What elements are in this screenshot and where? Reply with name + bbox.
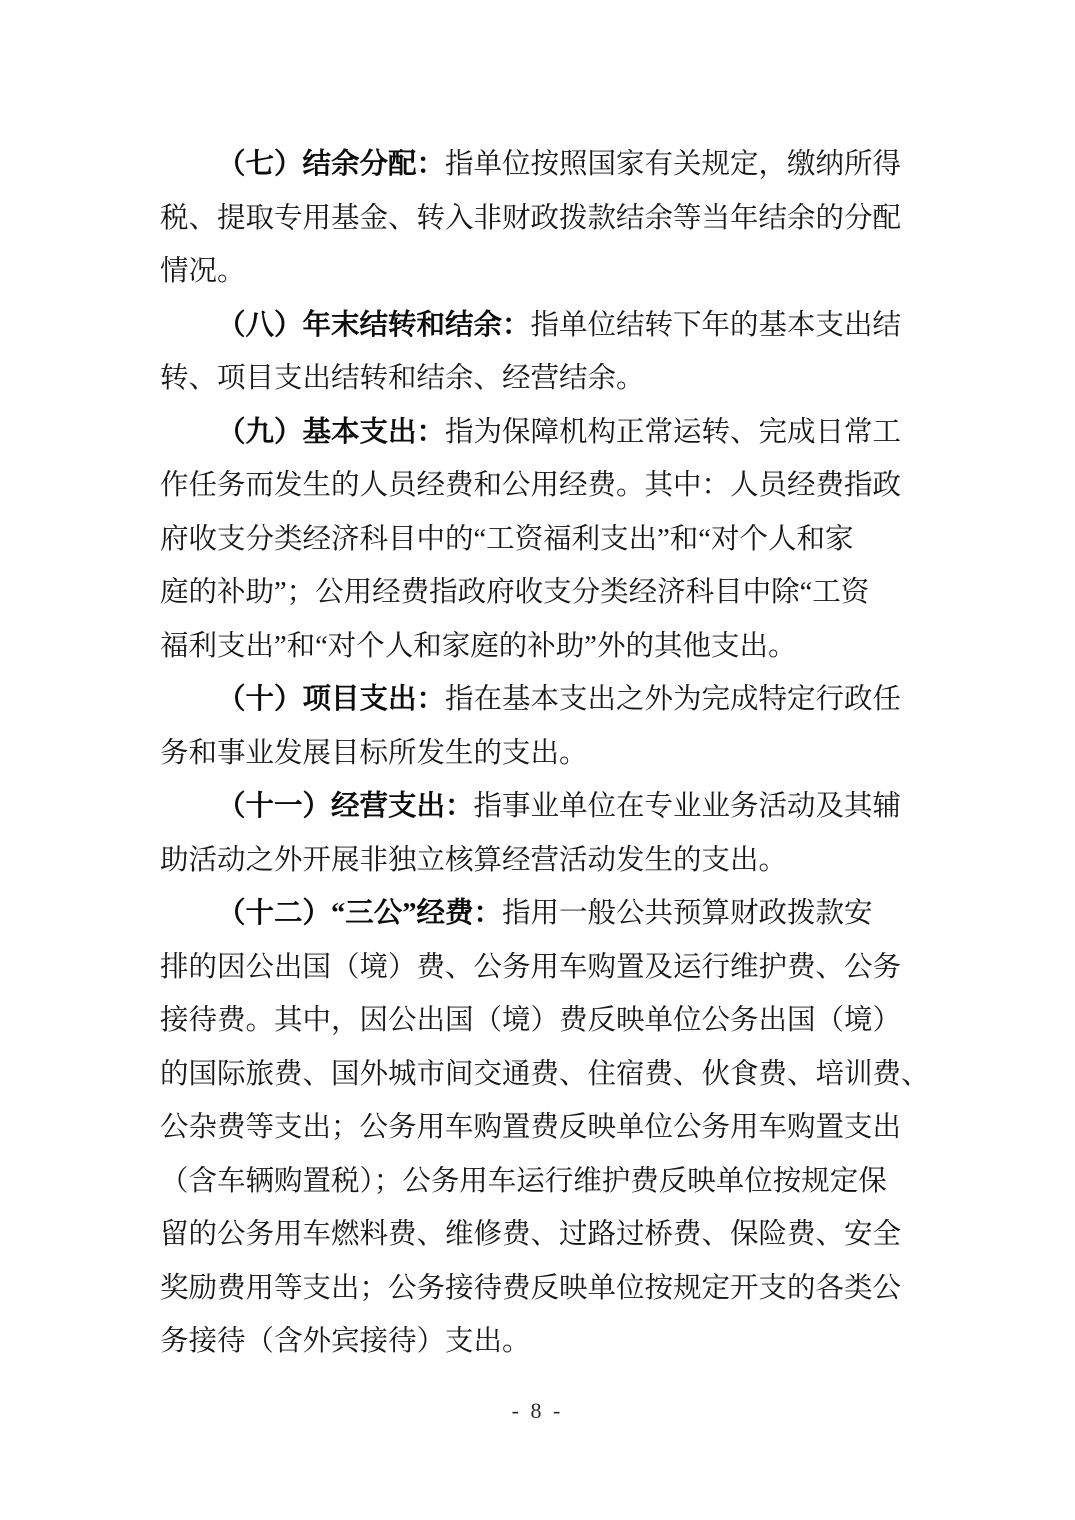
page-number: - 8 -: [511, 1398, 564, 1423]
text-line: 税、提取专用基金、转入非财政拨款结余等当年结余的分配: [160, 202, 902, 234]
text-line: 排的因公出国（境）费、公务用车购置及运行维护费、公务: [160, 951, 902, 983]
text-line: 福利支出”和“对个人和家庭的补助”外的其他支出。: [160, 630, 797, 662]
text-line: [160, 406, 902, 460]
paragraph-lead-text: 指单位按照国家有关规定，缴纳所得: [445, 149, 902, 180]
paragraph-heading: （七）结余分配：: [217, 149, 446, 180]
text-line: 务和事业发展目标所发生的支出。: [160, 737, 588, 769]
paragraph-lead-text: 指在基本支出之外为完成特定行政任: [445, 684, 902, 715]
paragraph: [160, 138, 902, 299]
text-line: 庭的补助”；公用经费指政府收支分类经济科目中除“工资: [160, 577, 870, 608]
text-line: 务接待（含外宾接待）支出。: [160, 1326, 531, 1357]
paragraph-lead-text: 指用一般公共预算财政拨款安: [502, 898, 873, 929]
paragraph: [160, 673, 902, 780]
paragraph: [160, 299, 902, 406]
text-line: 奖励费用等支出；公务接待费反映单位按规定开支的各类公: [160, 1272, 902, 1304]
paragraph-heading: （八）年末结转和结余：: [217, 309, 531, 341]
text-line: 公杂费等支出；公务用车购置费反映单位公务用车购置支出: [160, 1112, 902, 1143]
paragraph-heading: （十二）“三公”经费：: [217, 898, 503, 929]
text-line: （含车辆购置税）；公务用车运行维护费反映单位按规定保: [160, 1165, 887, 1197]
paragraph-lead-text: 指单位结转下年的基本支出结: [530, 309, 902, 341]
text-line: 情况。: [160, 256, 246, 287]
paragraph: [160, 780, 902, 887]
paragraph-lead-text: 指事业单位在专业业务活动及其辅: [473, 791, 902, 822]
text-line: [160, 673, 902, 727]
document-body: [160, 138, 930, 1369]
text-line: 助活动之外开展非独立核算经营活动发生的支出。: [160, 844, 788, 876]
text-line: 接待费。其中，因公出国（境）费反映单位公务出国（境）: [160, 1005, 902, 1036]
text-line: 作任务而发生的人员经费和公用经费。其中：人员经费指政: [160, 470, 902, 501]
paragraph-heading: （十）项目支出：: [217, 684, 446, 715]
text-line: 府收支分类经济科目中的“工资福利支出”和“对个人和家: [160, 523, 854, 555]
paragraph-heading: （十一）经营支出：: [217, 791, 474, 822]
paragraph: [160, 406, 902, 674]
paragraph-lead-text: 指为保障机构正常运转、完成日常工: [445, 416, 902, 448]
text-line: 留的公务用车燃料费、维修费、过路过桥费、保险费、安全: [160, 1219, 902, 1250]
text-line: [160, 887, 897, 941]
paragraph: [160, 887, 930, 1369]
text-line: 转、项目支出结转和结余、经营结余。: [160, 363, 645, 394]
text-line: [160, 780, 902, 834]
text-line: [160, 299, 902, 353]
paragraph-heading: （九）基本支出：: [217, 416, 446, 448]
text-line: [160, 138, 902, 192]
text-line: 的国际旅费、国外城市间交通费、住宿费、伙食费、培训费、: [160, 1058, 930, 1090]
